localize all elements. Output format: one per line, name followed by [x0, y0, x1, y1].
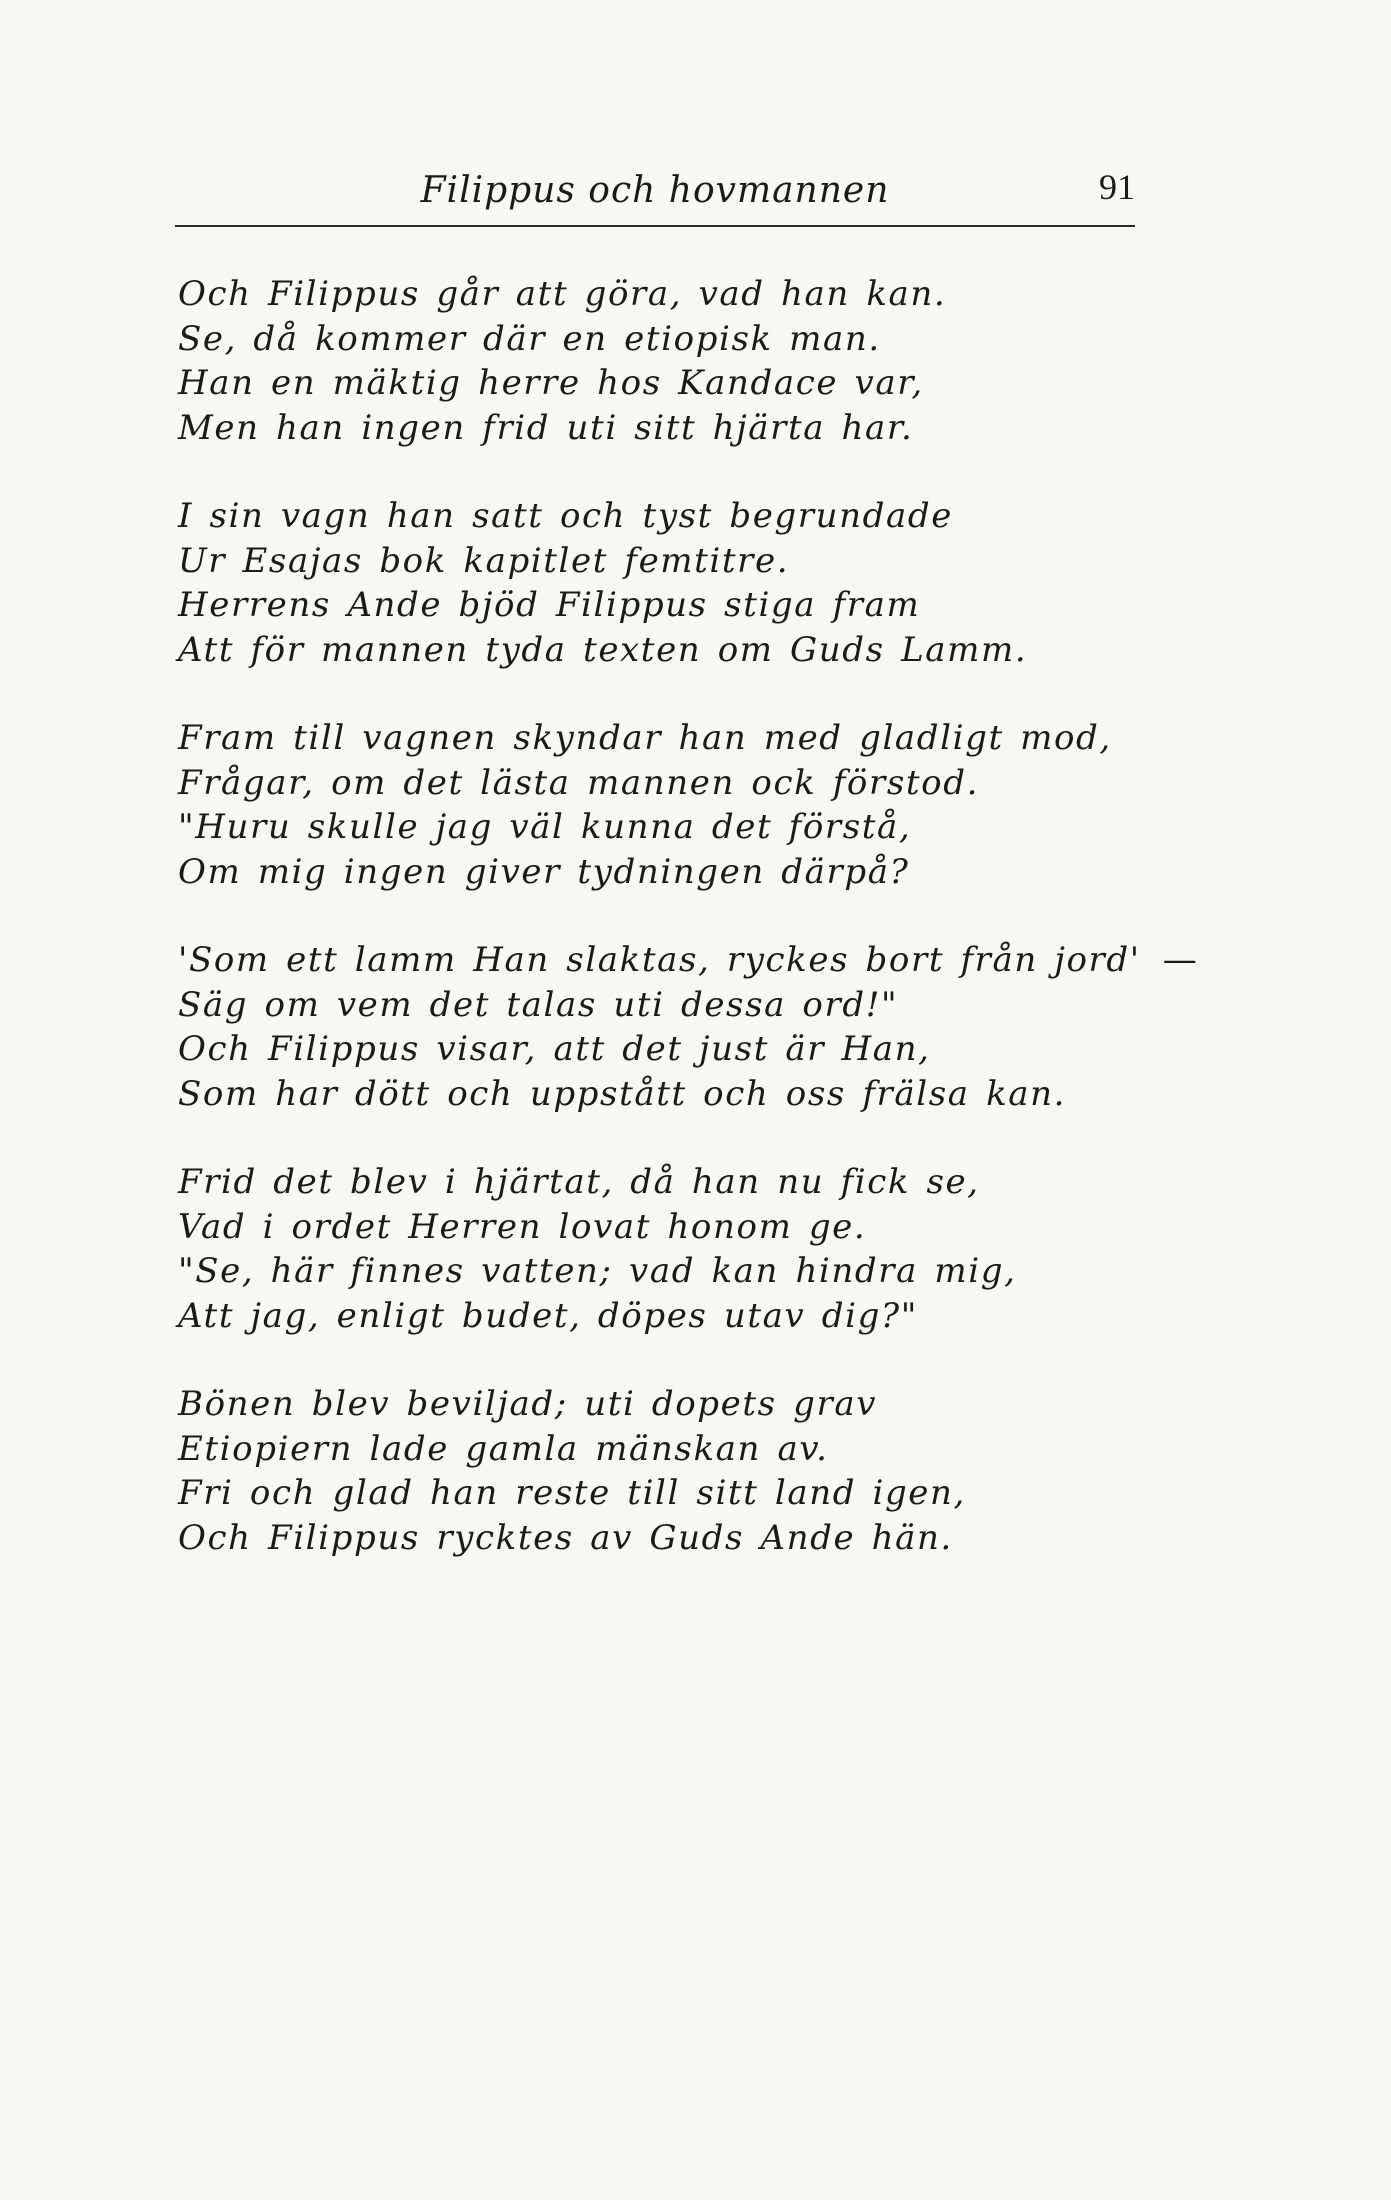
poem-line: Och Filippus rycktes av Guds Ande hän. — [178, 1517, 953, 1558]
poem-line: Och Filippus går att göra, vad han kan. — [178, 274, 947, 314]
em-dash: — — [1162, 940, 1199, 980]
poem — [178, 272, 1199, 1604]
stanza-3 — [178, 716, 1138, 894]
poem-line: Vad i ordet Herren lovat honom ge. — [178, 1206, 867, 1247]
stanza-5 — [178, 1160, 1138, 1338]
stanza-1 — [178, 272, 1138, 450]
poem-line: Fram till vagnen skyndar han med gladligt mod, — [178, 718, 1112, 758]
poem-line: Han en mäktig herre hos Kandace var, — [178, 363, 924, 403]
stanza-4 — [178, 938, 1199, 1116]
poem-line: Bönen blev beviljad; uti dopets grav — [178, 1384, 878, 1424]
poem-line: I sin vagn han satt och tyst begrundade — [178, 496, 953, 536]
poem-line: "Se, här finnes vatten; vad kan hindra mig, — [178, 1251, 1017, 1291]
running-header — [175, 160, 1135, 220]
poem-line: Men han ingen frid uti sitt hjärta har. — [178, 407, 914, 448]
poem-line: Se, då kommer där en etiopisk man. — [178, 318, 881, 359]
poem-line-with-dash — [178, 938, 1199, 983]
stanza-2 — [178, 494, 1138, 672]
poem-line: Om mig ingen giver tydningen därpå? — [178, 851, 910, 892]
poem-line: Som har dött och uppstått och oss frälsa kan. — [178, 1073, 1067, 1114]
poem-line: Säg om vem det talas uti dessa ord!" — [178, 984, 899, 1025]
poem-line: Etiopiern lade gamla mänskan av. — [178, 1428, 829, 1469]
poem-line: "Huru skulle jag väl kunna det förstå, — [178, 807, 912, 847]
poem-line: Att jag, enligt budet, döpes utav dig?" — [178, 1295, 919, 1336]
poem-line-text: 'Som ett lamm Han slaktas, ryckes bort från jord' — [178, 940, 1141, 980]
stanza-6 — [178, 1382, 1138, 1560]
poem-line: Och Filippus visar, att det just är Han, — [178, 1029, 931, 1069]
poem-line: Herrens Ande bjöd Filippus stiga fram — [178, 585, 921, 625]
running-title: Filippus och hovmannen — [420, 170, 890, 211]
poem-line: Frid det blev i hjärtat, då han nu fick se, — [178, 1162, 980, 1202]
poem-line: Fri och glad han reste till sitt land igen, — [178, 1473, 966, 1513]
poem-line: Ur Esajas bok kapitlet femtitre. — [178, 540, 790, 581]
poem-line: Att för mannen tyda texten om Guds Lamm. — [178, 629, 1028, 670]
page-number: 91 — [1099, 167, 1135, 207]
poem-line: Frågar, om det lästa mannen ock förstod. — [178, 762, 980, 803]
header-rule — [175, 225, 1135, 227]
